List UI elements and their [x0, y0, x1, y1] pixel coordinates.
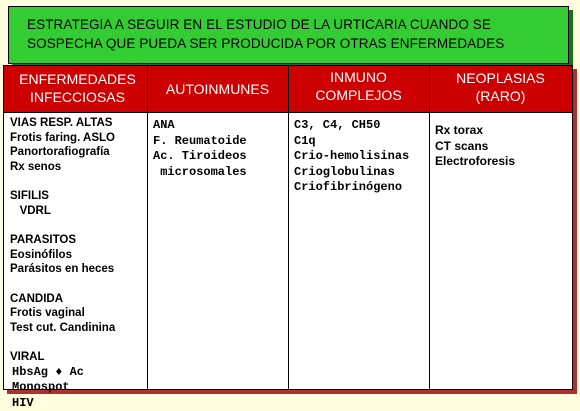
cell-neoplasias: Rx torax CT scans Electroforesis	[435, 123, 516, 168]
cell-inmunocomplejos: C3, C4, CH50 C1q Crio-hemolisinas Crioglobulinas Criofibrinógeno	[294, 118, 410, 194]
group-parasitos: PARASITOS Eosinófilos Parásitos en heces	[10, 234, 115, 275]
group-viral: VIRAL HbsAg ♦ Ac Monospot HIV	[10, 351, 85, 410]
column-divider	[288, 66, 289, 389]
title-line-2: SOSPECHA QUE PUEDA SER PRODUCIDA POR OTRAS ENFERMEDADES	[27, 36, 505, 51]
header-neoplasias: NEOPLASIAS (RARO)	[456, 70, 545, 104]
column-divider	[147, 66, 148, 389]
strategy-table	[3, 65, 573, 410]
cell-infecciosas	[10, 116, 146, 411]
header-autoinmunes: AUTOINMUNES	[165, 81, 270, 97]
header-infecciosas: ENFERMEDADES INFECCIOSAS	[19, 71, 136, 105]
group-sifilis: SIFILIS VDRL	[10, 190, 51, 217]
slide-title	[8, 6, 569, 64]
title-line-1: ESTRATEGIA A SEGUIR EN EL ESTUDIO DE LA URTICARIA CUANDO SE	[27, 17, 492, 32]
group-vias-resp: VIAS RESP. ALTAS Frotis faring. ASLO Panortorafiografía Rx senos	[10, 117, 115, 173]
group-candida: CANDIDA Frotis vaginal Test cut. Candinina	[10, 292, 116, 334]
column-divider	[429, 66, 430, 389]
cell-autoinmunes: ANA F. Reumatoide Ac. Tiroideos microsomales	[153, 118, 247, 179]
header-inmunocomplejos: INMUNO COMPLEJOS	[315, 69, 402, 103]
